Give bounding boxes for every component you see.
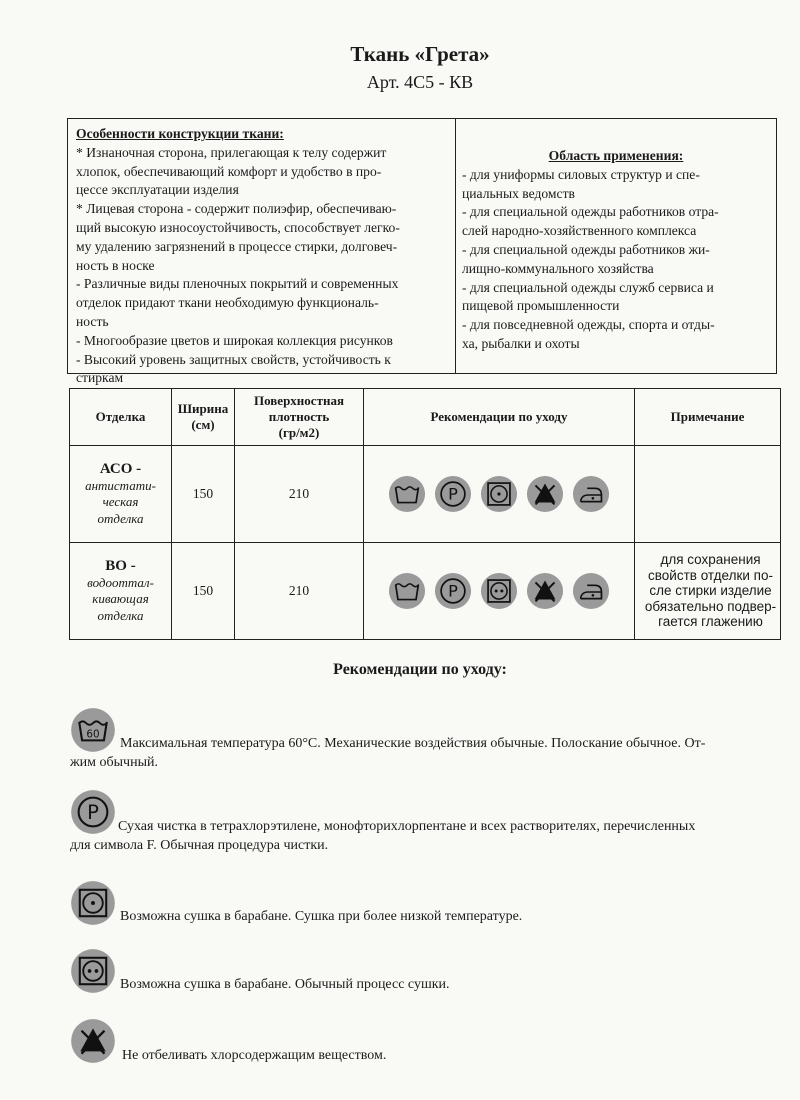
construction-line: стиркам [76,370,124,386]
tumble-dry-normal-icon [480,572,518,610]
application-area [456,119,776,373]
application-line: - для униформы силовых структур и спе- [462,166,700,182]
width-value: 150 [172,446,235,543]
header-density-line: плотность [268,409,330,424]
finish-code: ВО - [105,557,136,574]
tumble-dry-normal-icon [70,948,116,994]
no-bleach-icon [526,572,564,610]
note-line: сле стирки изделие [649,583,772,599]
construction-line: щий высокую износоустойчивость, способствует легко- [76,219,400,235]
tumble-dry-low-icon [480,475,518,513]
application-line: ха, рыбалки и охоты [462,335,580,351]
document-title: Ткань «Грета» [350,42,490,66]
construction-line: * Изнаночная сторона, прилегающая к телу содержит [76,144,387,160]
care-text-line: Возможна сушка в барабане. Обычный процесс сушки. [120,977,450,992]
header-finish: Отделка [70,389,172,446]
application-line: - для специальной одежды служб сервиса и [462,279,714,295]
care-symbols-cell [364,543,635,640]
application-line: - для специальной одежды работников отра- [462,204,719,220]
wash-60-icon [388,572,426,610]
note-cell-empty [635,446,781,543]
header-width-line: (см) [191,417,215,432]
finish-desc-line: отделка [97,607,144,623]
care-text-line: Сухая чистка в тетрахлорэтилене, монофторихлорпентане и всех растворителях, перечисленных [118,819,696,834]
article-number: Арт. 4С5 - КВ [366,72,474,92]
header-width [172,389,235,446]
care-item-wash [70,707,770,777]
iron-icon [572,475,610,513]
finish-code: АСО - [99,460,142,477]
care-item-tumble-dry-normal [70,948,770,998]
construction-line: хлопок, обеспечивающий комфорт и удобство в про- [76,163,382,179]
care-item-no-bleach [70,1018,770,1068]
care-recommendations-heading: Рекомендации по уходу: [333,661,507,678]
finish-desc-line: кивающая [92,591,149,607]
density-value: 210 [235,543,364,640]
application-line: слей народно-хозяйственного комплекса [462,223,697,239]
construction-line: - Различные виды пленочных покрытий и современных [76,276,399,292]
dry-clean-letter: P [448,484,458,504]
no-bleach-icon [526,475,564,513]
construction-heading: Особенности конструкции ткани: [76,126,284,141]
dry-clean-p-icon [434,475,472,513]
finish-cell [70,446,172,543]
note-cell [635,543,781,640]
care-item-tumble-dry-low [70,880,770,930]
construction-features [68,119,456,386]
dry-clean-letter: P [87,800,99,824]
header-density [235,389,364,446]
table-row [70,543,781,640]
note-line: обязательно подвер- [644,598,777,614]
width-value: 150 [172,543,235,640]
care-text-line: Не отбеливать хлорсодержащим веществом. [122,1048,387,1063]
table-header-row [70,389,781,446]
construction-line: му удалению загрязнений в процессе стирки, долговеч- [76,238,398,254]
dry-clean-letter: P [448,581,458,601]
table-row [70,446,781,543]
header-note: Примечание [635,389,781,446]
finish-cell [70,543,172,640]
header-density-line: (гр/м2) [278,425,320,440]
construction-line: цессе эксплуатации изделия [76,182,239,198]
header-density-line: Поверхностная [254,393,344,408]
note-line: для сохранения [660,552,761,568]
construction-line: отделок придают ткани необходимую функциональ- [76,295,379,311]
construction-line: - Высокий уровень защитных свойств, устойчивость к [76,351,391,367]
application-heading: Область применения: [548,148,684,163]
tumble-dry-low-icon [70,880,116,926]
header-width-line: Ширина [177,401,229,416]
application-line: - для повседневной одежды, спорта и отды- [462,317,715,333]
wash-60-icon [70,707,116,753]
construction-line: ность в носке [76,257,155,273]
care-text-line: Возможна сушка в барабане. Сушка при более низкой температуре. [120,909,523,924]
note-line: свойств отделки по- [648,567,773,583]
wash-temp-label: 60 [86,728,100,741]
construction-line: ность [76,313,109,329]
iron-icon [572,572,610,610]
construction-line: * Лицевая сторона - содержит полиэфир, обеспечиваю- [76,201,397,217]
fabric-info-box [67,118,777,386]
finish-desc-line: ческая [102,494,139,510]
application-line: лищно-коммунального хозяйства [462,260,654,276]
header-care: Рекомендации по уходу [364,389,635,446]
dry-clean-p-icon [70,789,116,835]
construction-line: - Многообразие цветов и широкая коллекция рисунков [76,332,393,348]
application-line: - для специальной одежды работников жи- [462,241,710,257]
dry-clean-p-icon [434,572,472,610]
finish-desc-line: отделка [97,510,144,526]
no-bleach-icon [70,1018,116,1064]
finish-desc-line: антистати- [85,477,156,493]
care-text-line: для символа F. Обычная процедура чистки. [70,838,329,853]
density-value: 210 [235,446,364,543]
care-text-line: Максимальная температура 60°С. Механические воздействия обычные. Полоскание обычное. От- [120,736,706,751]
finish-table [69,388,781,640]
care-text-line: жим обычный. [70,755,158,770]
finish-desc-line: водооттал- [87,574,154,590]
note-line: гается глажению [658,614,763,630]
application-line: циальных ведомств [462,185,575,201]
application-line: пищевой промышленности [462,298,620,314]
wash-60-icon [388,475,426,513]
care-item-dry-clean [70,789,770,859]
care-symbols-cell [364,446,635,543]
